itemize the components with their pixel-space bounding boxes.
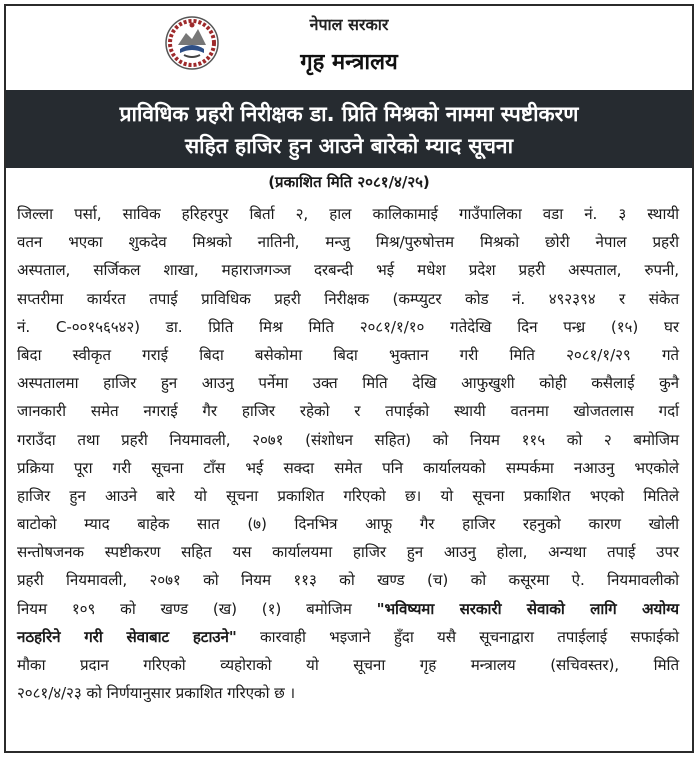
body-line: जानकारी समेत नगराई गैर हाजिर रहेको र तपाईको स्थायी वतनमा खोजतलास गर्दा — [17, 402, 679, 421]
body-line: सप्तरीमा कार्यरत तपाई प्राविधिक प्रहरी निरीक्षक (कम्प्युटर कोड नं. ४९२३९४ र संकेत — [17, 289, 679, 308]
notice-header — [6, 6, 692, 90]
ministry-name: गृह मन्त्रालय — [300, 50, 398, 75]
notice-frame — [4, 4, 694, 753]
notice-title-line-1: प्राविधिक प्रहरी निरीक्षक डा. प्रिति मिश्रको नाममा स्पष्टीकरण — [119, 102, 579, 126]
body-line: सन्तोषजनक स्पष्टीकरण सहित यस कार्यालयमा हाजिर हुन आउनु होला, अन्यथा तपाई उपर — [17, 543, 679, 562]
notice-body — [17, 200, 679, 707]
body-line: नं. C-००१५६५४२) डा. प्रिति मिश्र मिति २०८१/१/१० गतेदेखि दिन पन्ध्र (१५) घर — [17, 317, 679, 336]
body-line: प्रहरी नियमावली, २०७१ को नियम ११३ को खण्ड (च) को कसूरमा ऐ. नियमावलीको — [17, 571, 679, 590]
body-line-part: कारवाही भइजाने हुँदा यसै सूचनाद्वारा तपाईलाई सफाईको — [236, 627, 679, 646]
notice-title-banner — [6, 90, 692, 168]
body-line-part: नियम १०९ को खण्ड (ख) (१) बमोजिम — [17, 599, 352, 618]
bold-phrase: "भविष्यमा सरकारी सेवाको लागि अयोग्य — [376, 599, 679, 618]
body-line: वतन भएका शुकदेव मिश्रको नातिनी, मन्जु मिश्र/पुरुषोत्तम मिश्रको छोरी नेपाल प्रहरी — [17, 233, 679, 252]
body-line: अस्पताल, सर्जिकल शाखा, महाराजगञ्ज दरबन्दी भई मधेश प्रदेश प्रहरी अस्पताल, रुपनी, — [17, 261, 679, 280]
body-line: बिदा स्वीकृत गराई बिदा बसेकोमा बिदा भुक्तान गरी मिति २०८१/१/२९ गते — [17, 345, 679, 364]
body-line: अस्पतालमा हाजिर हुन आउनु पर्नेमा उक्त मिति देखि आफुखुशी कोही कसैलाई कुनै — [17, 374, 679, 393]
body-line: मौका प्रदान गरिएको व्यहोराको यो सूचना गृह मन्त्रालय (सचिवस्तर), मिति — [17, 656, 679, 674]
government-name: नेपाल सरकार — [309, 15, 389, 34]
body-line: २०८१/४/२३ को निर्णयानुसार प्रकाशित गरिएको छ । — [17, 684, 296, 703]
body-line: हाजिर हुन आउने बारे यो सूचना प्रकाशित गरिएको छ। यो सूचना प्रकाशित भएको मितिले — [17, 486, 679, 505]
body-line-with-bold — [17, 595, 679, 623]
body-line: प्रक्रिया पूरा गरी सूचना टाँस भई सक्दा समेत पनि कार्यालयको सम्पर्कमा नआउनु भएकोले — [17, 458, 679, 477]
body-line-with-bold — [17, 623, 679, 651]
bold-phrase: नठहरिने गरी सेवाबाट हटाउने" — [17, 627, 237, 646]
body-line: जिल्ला पर्सा, साविक हरिहरपुर बिर्ता २, हाल कालिकामाई गाउँपालिका वडा नं. ३ स्थायी — [17, 205, 679, 223]
published-date: (प्रकाशित मिति २०८१/४/२५) — [268, 173, 430, 191]
notice-title-line-2: सहित हाजिर हुन आउने बारेको म्याद सूचना — [184, 134, 514, 158]
body-line: गराउँदा तथा प्रहरी नियमावली, २०७१ (संशोधन सहित) को नियम ११५ को २ बमोजिम — [17, 430, 679, 449]
body-line: बाटोको म्याद बाहेक सात (७) दिनभित्र आफू गैर हाजिर रहनुको कारण खोली — [17, 515, 679, 534]
